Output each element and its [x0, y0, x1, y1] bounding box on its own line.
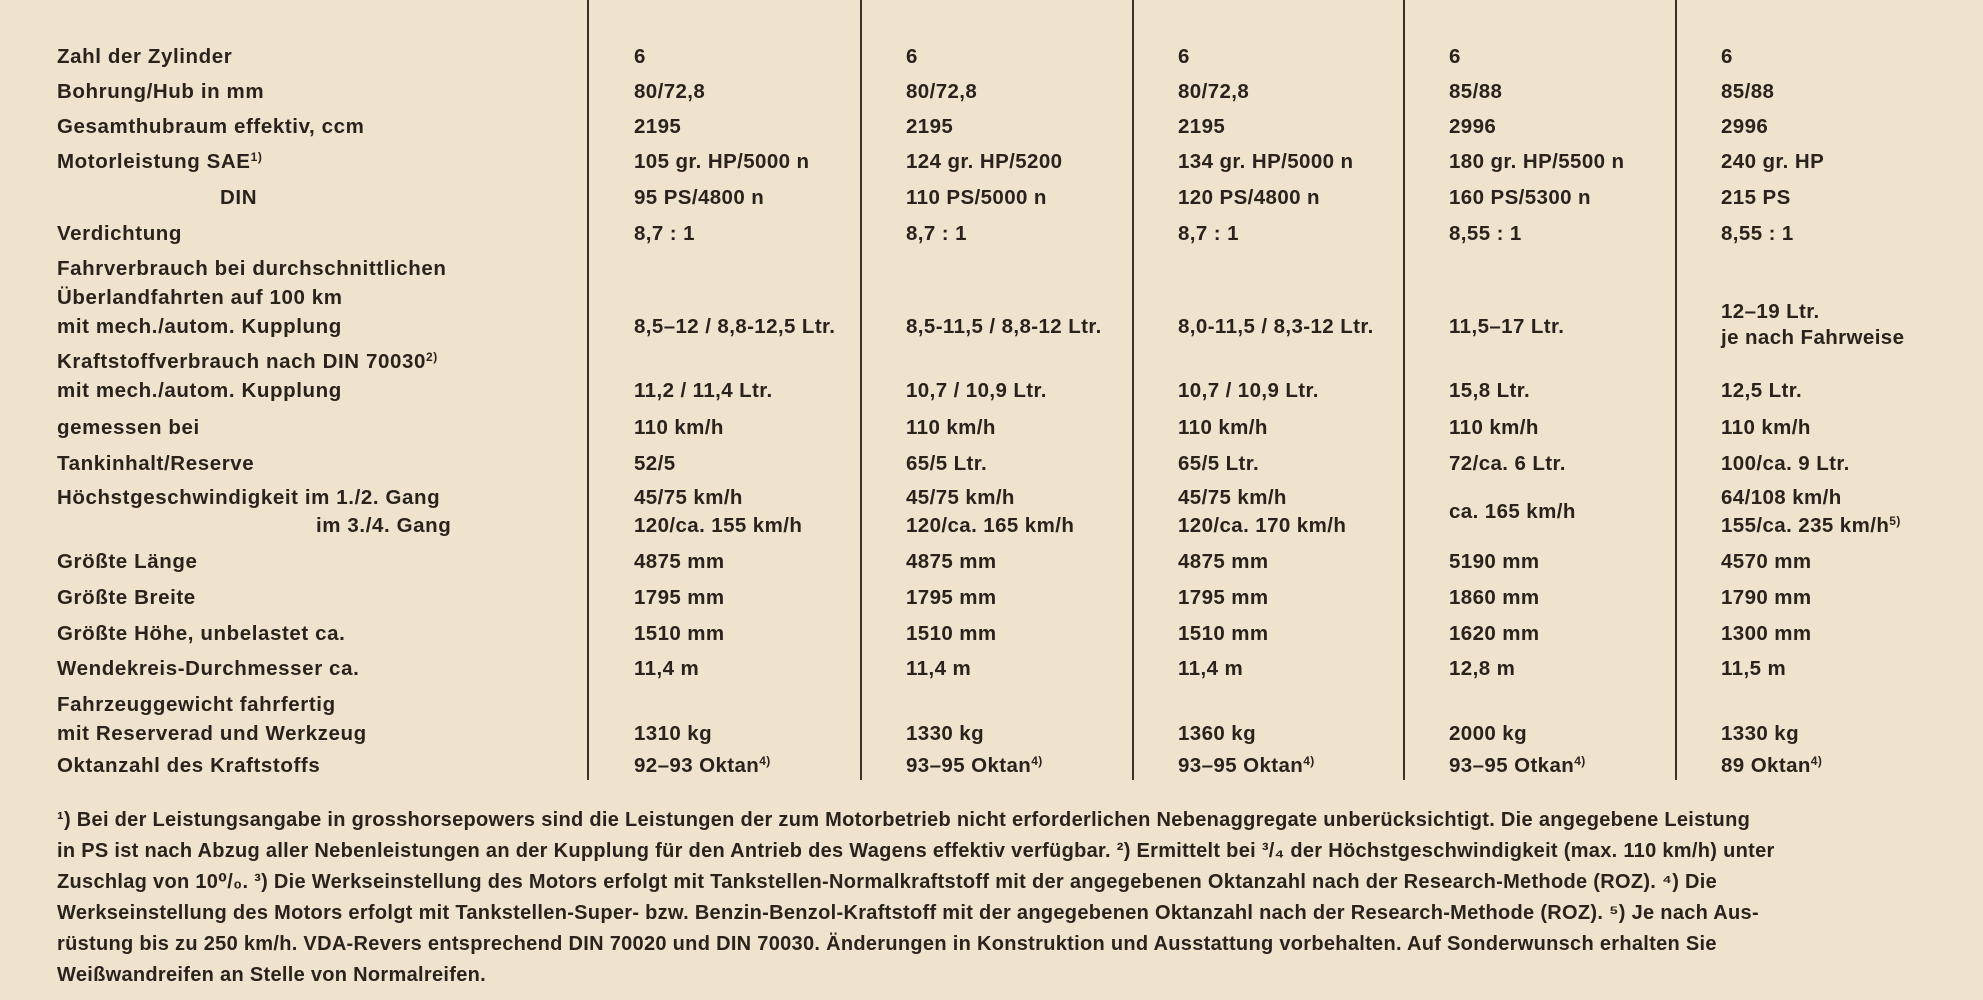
cell-vmax-12: 45/75 km/h: [1178, 486, 1287, 509]
cell-tank: 65/5 Ltr.: [1178, 452, 1260, 475]
label-length: Größte Länge: [57, 550, 198, 573]
cell-weight: 1310 kg: [634, 722, 713, 745]
column-divider: [1403, 0, 1405, 780]
cell-vmax-34: 120/ca. 155 km/h: [634, 514, 803, 537]
column-divider: [860, 0, 862, 780]
footnote-mark: 4): [759, 754, 771, 768]
cell-vmax-34: 120/ca. 170 km/h: [1178, 514, 1347, 537]
cell-compression: 8,55 : 1: [1721, 222, 1794, 245]
label-weight-line1: Fahrzeuggewicht fahrfertig: [57, 693, 336, 716]
cell-width: 1795 mm: [634, 586, 725, 609]
cell-bore-stroke: 80/72,8: [1178, 80, 1250, 103]
cell-measured: 110 km/h: [1721, 416, 1811, 439]
cell-consumption: 12–19 Ltr.: [1721, 300, 1820, 323]
cell-width: 1860 mm: [1449, 586, 1540, 609]
cell-weight: 2000 kg: [1449, 722, 1528, 745]
cell-length: 5190 mm: [1449, 550, 1540, 573]
label-consumption-line1: Fahrverbrauch bei durchschnittlichen: [57, 257, 447, 280]
cell-measured: 110 km/h: [634, 416, 724, 439]
cell-weight: 1360 kg: [1178, 722, 1257, 745]
label-bore-stroke: Bohrung/Hub in mm: [57, 80, 265, 103]
column-divider: [1132, 0, 1134, 780]
cell-width: 1795 mm: [1178, 586, 1269, 609]
cell-vmax-12: 64/108 km/h: [1721, 486, 1842, 509]
footnote-mark: 4): [1031, 754, 1043, 768]
cell-octane: [906, 751, 1043, 781]
footnote-line: Weißwandreifen an Stelle von Normalreifen.: [57, 964, 486, 986]
cell-power-sae: 105 gr. HP/5000 n: [634, 150, 810, 173]
cell-vmax: ca. 165 km/h: [1449, 500, 1576, 523]
cell-octane: [1721, 751, 1822, 781]
cell-octane: [634, 751, 771, 781]
cell-bore-stroke: 80/72,8: [634, 80, 706, 103]
cell-displacement: 2996: [1721, 115, 1769, 138]
cell-measured: 110 km/h: [906, 416, 996, 439]
cell-octane: [1178, 751, 1315, 781]
cell-compression: 8,7 : 1: [906, 222, 967, 245]
cell-power-din: 110 PS/5000 n: [906, 186, 1047, 209]
label-vmax-12: Höchstgeschwindigkeit im 1./2. Gang: [57, 486, 441, 509]
label-compression: Verdichtung: [57, 222, 183, 245]
label-weight-line2: mit Reserverad und Werkzeug: [57, 722, 367, 745]
cell-bore-stroke: 85/88: [1721, 80, 1775, 103]
cell-bore-stroke: 85/88: [1449, 80, 1503, 103]
cell-compression: 8,7 : 1: [1178, 222, 1239, 245]
cell-displacement: 2195: [634, 115, 682, 138]
label-consumption-line3: mit mech./autom. Kupplung: [57, 315, 342, 338]
cell-displacement: 2195: [1178, 115, 1226, 138]
cell-vmax-12: 45/75 km/h: [634, 486, 743, 509]
cell-turning: 11,5 m: [1721, 657, 1787, 680]
cell-consumption: 11,5–17 Ltr.: [1449, 315, 1565, 338]
cell-cons2: 15,8 Ltr.: [1449, 379, 1531, 402]
footnote-line: Werkseinstellung des Motors erfolgt mit Tankstellen-Super- bzw. Benzin-Benzol-Kraftstoff mit der angegebenen Oktanzahl nach der Research-Methode (ROZ). ⁵) Je nach Aus-: [57, 902, 1759, 924]
label-measured: gemessen bei: [57, 416, 200, 439]
cell-cylinders: 6: [1721, 45, 1733, 68]
cell-cons2: 12,5 Ltr.: [1721, 379, 1803, 402]
cell-tank: 52/5: [634, 452, 676, 475]
cell-vmax-12: 45/75 km/h: [906, 486, 1015, 509]
footnote-mark: 5): [1889, 514, 1901, 528]
label-cylinders: Zahl der Zylinder: [57, 45, 233, 68]
cell-cons2: 10,7 / 10,9 Ltr.: [906, 379, 1047, 402]
cell-power-din: 120 PS/4800 n: [1178, 186, 1320, 209]
footnote-line: rüstung bis zu 250 km/h. VDA-Revers entsprechend DIN 70020 und DIN 70030. Änderungen in Konstruktion und Ausstattung vorbehalten. Auf Sonderwunsch erhalten Sie: [57, 933, 1717, 955]
cell-compression: 8,55 : 1: [1449, 222, 1522, 245]
cell-length: 4570 mm: [1721, 550, 1812, 573]
label-tank: Tankinhalt/Reserve: [57, 452, 255, 475]
label-din-consumption: Kraftstoffverbrauch nach DIN 70030$^{2)}$: [57, 350, 438, 373]
column-divider: [587, 0, 589, 780]
footnote-line: Zuschlag von 10⁰/₀. ³) Die Werkseinstellung des Motors erfolgt mit Tankstellen-Normalkraftstoff mit der angegebenen Oktanzahl nach der Research-Methode (ROZ). ⁴) Die: [57, 871, 1718, 893]
cell-weight: 1330 kg: [1721, 722, 1800, 745]
label-octane: Oktanzahl des Kraftstoffs: [57, 754, 321, 777]
cell-displacement: 2195: [906, 115, 954, 138]
cell-height: 1510 mm: [1178, 622, 1269, 645]
cell-tank: 65/5 Ltr.: [906, 452, 988, 475]
footnotes: [57, 805, 1941, 991]
label-consumption-line2: Überlandfahrten auf 100 km: [57, 286, 343, 309]
label-power-din: DIN: [220, 186, 258, 209]
cell-height: 1620 mm: [1449, 622, 1540, 645]
cell-power-sae: 124 gr. HP/5200: [906, 150, 1063, 173]
cell-length: 4875 mm: [1178, 550, 1269, 573]
cell-vmax-34: [1721, 511, 1901, 541]
label-displacement: Gesamthubraum effektiv, ccm: [57, 115, 365, 138]
cell-turning: 11,4 m: [906, 657, 972, 680]
cell-cylinders: 6: [634, 45, 646, 68]
cell-octane-text: 92–93 Oktan: [634, 754, 760, 777]
label-power-sae: Motorleistung SAE$^{1)}$: [57, 150, 263, 173]
cell-power-din: 95 PS/4800 n: [634, 186, 765, 209]
cell-measured: 110 km/h: [1449, 416, 1539, 439]
cell-octane-text: 93–95 Oktan: [1178, 754, 1304, 777]
cell-width: 1790 mm: [1721, 586, 1812, 609]
label-height: Größte Höhe, unbelastet ca.: [57, 622, 346, 645]
footnote-mark: 4): [1574, 754, 1586, 768]
cell-power-sae: 240 gr. HP: [1721, 150, 1825, 173]
cell-power-sae: 134 gr. HP/5000 n: [1178, 150, 1354, 173]
label-vmax-34: im 3./4. Gang: [316, 514, 452, 537]
cell-length: 4875 mm: [634, 550, 725, 573]
footnote-mark: 4): [1810, 754, 1823, 768]
cell-measured: 110 km/h: [1178, 416, 1268, 439]
cell-power-sae: 180 gr. HP/5500 n: [1449, 150, 1625, 173]
cell-height: 1300 mm: [1721, 622, 1812, 645]
cell-cylinders: 6: [1449, 45, 1461, 68]
cell-weight: 1330 kg: [906, 722, 985, 745]
cell-octane: [1449, 751, 1586, 781]
cell-vmax-34-text: 155/ca. 235 km/h: [1721, 514, 1890, 537]
cell-octane-text: 89 Oktan: [1721, 754, 1811, 777]
cell-cylinders: 6: [1178, 45, 1190, 68]
cell-cons2: 10,7 / 10,9 Ltr.: [1178, 379, 1319, 402]
cell-height: 1510 mm: [634, 622, 725, 645]
cell-octane-text: 93–95 Otkan: [1449, 754, 1575, 777]
label-width: Größte Breite: [57, 586, 196, 609]
cell-consumption-note: je nach Fahrweise: [1721, 326, 1905, 349]
cell-vmax-34: 120/ca. 165 km/h: [906, 514, 1075, 537]
cell-turning: 11,4 m: [1178, 657, 1244, 680]
cell-turning: 11,4 m: [634, 657, 700, 680]
cell-consumption: 8,0-11,5 / 8,3-12 Ltr.: [1178, 315, 1374, 338]
label-din-consumption-line2: mit mech./autom. Kupplung: [57, 379, 342, 402]
cell-octane-text: 93–95 Oktan: [906, 754, 1032, 777]
cell-bore-stroke: 80/72,8: [906, 80, 978, 103]
cell-width: 1795 mm: [906, 586, 997, 609]
footnote-line: ¹) Bei der Leistungsangabe in grosshorsepowers sind die Leistungen der zum Motorbetrieb nicht erforderlichen Nebenaggregate unberücksichtigt. Die angegebene Leistung: [57, 809, 1751, 831]
footnote-mark: 4): [1303, 754, 1315, 768]
cell-power-din: 215 PS: [1721, 186, 1791, 209]
cell-consumption: 8,5–12 / 8,8-12,5 Ltr.: [634, 315, 836, 338]
cell-tank: 72/ca. 6 Ltr.: [1449, 452, 1566, 475]
cell-tank: 100/ca. 9 Ltr.: [1721, 452, 1850, 475]
footnote-line: in PS ist nach Abzug aller Nebenleistungen an der Kupplung für den Antrieb des Wagens effektiv verfügbar. ²) Ermittelt bei ³/₄ der Höchstgeschwindigkeit (max. 110 km/h) unter: [57, 840, 1775, 862]
cell-consumption: 8,5-11,5 / 8,8-12 Ltr.: [906, 315, 1102, 338]
cell-turning: 12,8 m: [1449, 657, 1516, 680]
column-divider: [1675, 0, 1677, 780]
cell-length: 4875 mm: [906, 550, 997, 573]
cell-cylinders: 6: [906, 45, 918, 68]
cell-cons2: 11,2 / 11,4 Ltr.: [634, 379, 773, 402]
cell-height: 1510 mm: [906, 622, 997, 645]
cell-power-din: 160 PS/5300 n: [1449, 186, 1591, 209]
cell-compression: 8,7 : 1: [634, 222, 695, 245]
cell-displacement: 2996: [1449, 115, 1497, 138]
label-turning-circle: Wendekreis-Durchmesser ca.: [57, 657, 360, 680]
